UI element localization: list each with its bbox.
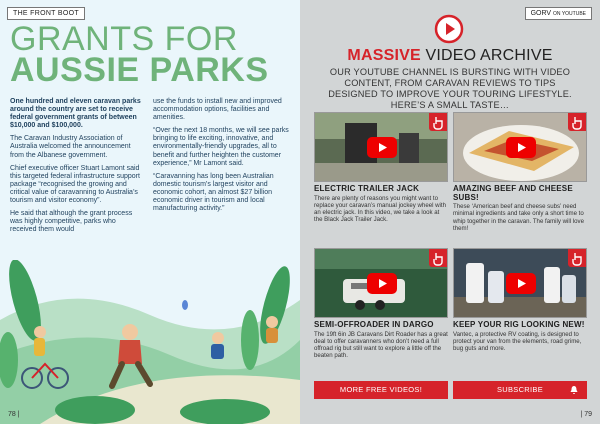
park-illustration [0,260,300,424]
youtube-play-icon[interactable] [367,137,397,158]
page-number: 78 | [8,411,20,418]
headline-line1: GRANTS FOR [10,20,238,58]
article-paragraph: Chief executive officer Stuart Lamont said this targeted federal infrastructure support package “recognised the growing and critical value of caravanning to Australia’s tourism and visitor economy”. [10,164,140,205]
right-page [300,0,600,424]
video-card[interactable] [314,248,448,360]
section-tag: THE FRONT BOOT [7,7,85,20]
headline-line2: AUSSIE PARKS [10,51,269,89]
video-card[interactable] [453,112,587,232]
video-card[interactable] [314,112,448,224]
video-description: The 19ft 6in JB Caravans Dirt Roader has a great deal to offer caravanners who don’t need a full offroad rig but still want to explore a little off the beaten path. [314,330,448,360]
article-paragraph: “Caravanning has long been Australian domestic tourism’s largest visitor and economic cohort, an almost $27 billion economic driver in tourism and local manufacturing activity.” [153,172,274,213]
tap-hand-icon [568,249,586,267]
article-column-1 [10,98,142,239]
section-subtitle: OUR YOUTUBE CHANNEL IS BURSTING WITH VIDEO CONTENT, FROM CARAVAN REVIEWS TO TIPS DESIGNED TO IMPROVE YOUR TOURING LIFESTYLE. HERE’S A SMALL TASTE… [328,67,572,110]
video-thumbnail[interactable] [314,248,448,318]
article-paragraph: “Over the next 18 months, we will see parks bringing to life exciting, innovative, and environmentally-friendly upgrades, all to benefit and further heighten the customer experience,” Mr Lamont said. [153,127,289,167]
youtube-play-icon[interactable] [506,137,536,158]
youtube-play-icon[interactable] [367,273,397,294]
video-description: Vantec, a protective RV coating, is designed to protect your van from the elements, road grime, bug guts and more. [453,330,582,353]
play-circle-icon [434,14,464,44]
video-thumbnail[interactable] [314,112,448,182]
headline [10,20,295,89]
video-description: These ‘American beef and cheese subs’ need minimal ingredients and take only a short time to whip together in the caravan. The family will love them! [453,203,584,233]
more-videos-button[interactable]: MORE FREE VIDEOS! [314,381,448,399]
tap-hand-icon [568,113,586,131]
subscribe-button[interactable] [453,381,587,399]
section-tag-small: ON YOUTUBE [553,11,586,17]
article-paragraph: He said that although the grant process was highly competitive, parks who received them would [10,210,133,234]
bell-icon [569,385,579,395]
video-thumbnail[interactable] [453,248,587,318]
tap-hand-icon [429,113,447,131]
video-thumbnail[interactable] [453,112,587,182]
video-title[interactable]: SEMI-OFFROADER IN DARGO [314,320,434,329]
section-tag-main: GORV [530,10,552,17]
video-description: There are plenty of reasons you might want to replace your caravan’s manual jockey wheel with an electric jack. In this video, we take a look at the Black Jack Trailer Jack. [314,194,446,224]
video-card[interactable] [453,248,587,352]
article-paragraph: The Caravan Industry Association of Australia welcomed the announcement from the Albanese government. [10,135,131,159]
tap-hand-icon [429,249,447,267]
title-accent: MASSIVE [347,47,421,64]
section-title [300,47,600,65]
page-number: | 79 [580,411,592,418]
section-tag [525,7,592,20]
article-paragraph: use the funds to install new and improved accommodation options, facilities and amenities. [153,98,282,122]
video-title[interactable]: AMAZING BEEF AND CHEESE SUBS! [453,184,573,202]
article-lead: One hundred and eleven caravan parks around the country are set to receive federal government grants of between $10,000 and $100,000. [10,98,141,130]
subscribe-label: SUBSCRIBE [496,385,544,394]
video-title[interactable]: KEEP YOUR RIG LOOKING NEW! [453,320,585,329]
video-title[interactable]: ELECTRIC TRAILER JACK [314,184,420,193]
youtube-play-icon[interactable] [506,273,536,294]
title-rest: VIDEO ARCHIVE [420,47,553,64]
article-column-2 [153,98,291,218]
